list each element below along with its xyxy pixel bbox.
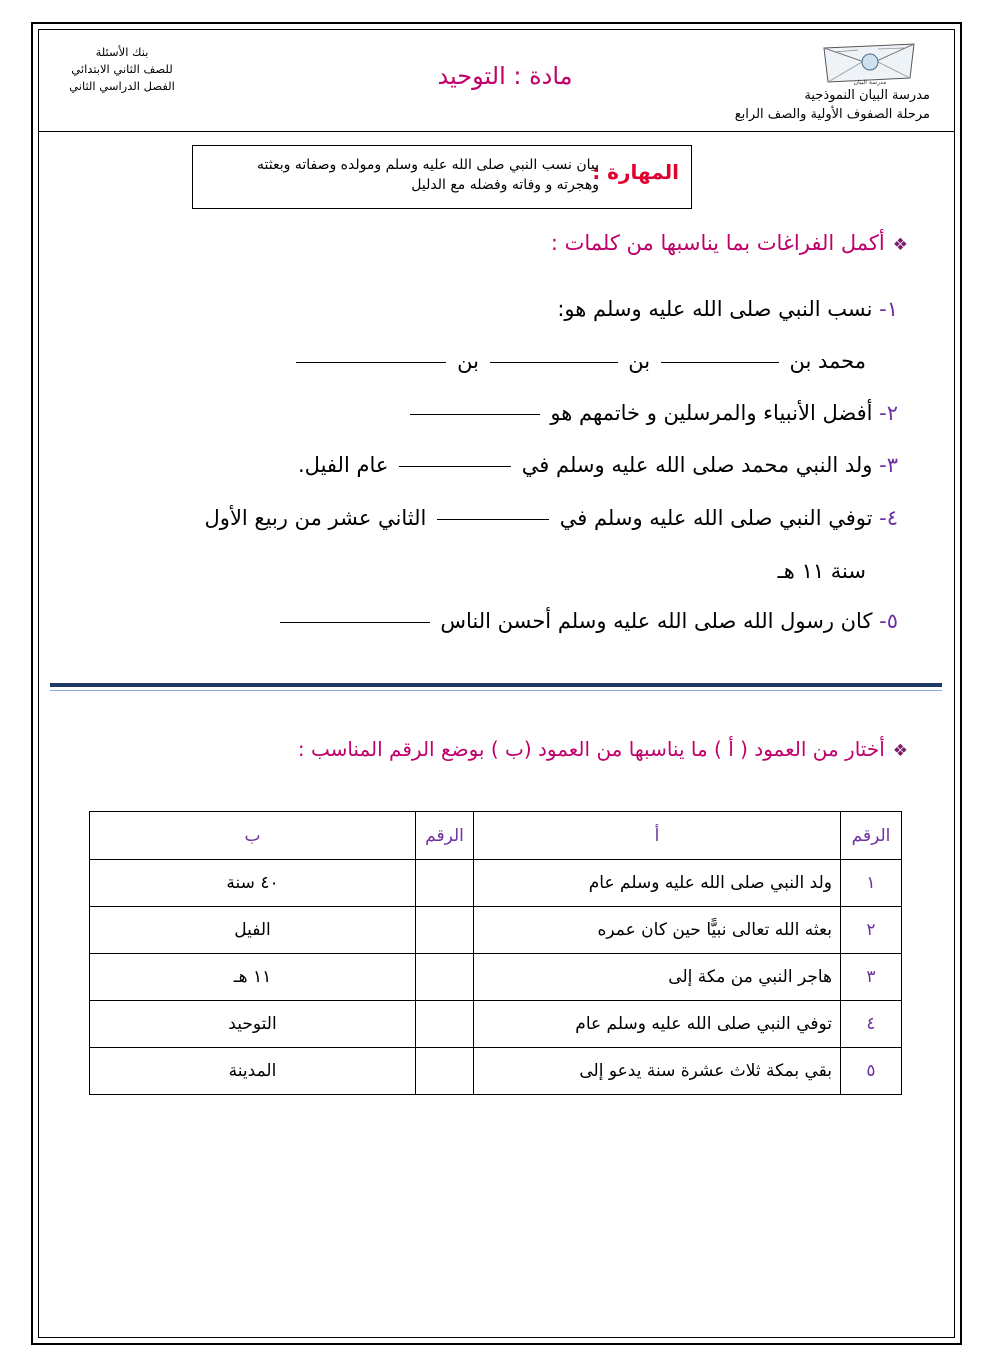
bank-grade: للصف الثاني الابتدائي <box>71 62 173 76</box>
row-number: ٤ <box>841 1001 902 1048</box>
section2-heading <box>58 737 908 761</box>
table-row <box>90 860 902 907</box>
column-b-cell: المدينة <box>90 1048 416 1095</box>
item-text: سنة ١١ هـ <box>777 559 866 583</box>
column-a-cell: بقي بمكة ثلاث عشرة سنة يدعو إلى <box>474 1048 841 1095</box>
column-a-cell: توفي النبي صلى الله عليه وسلم عام <box>474 1001 841 1048</box>
item-number: ٣- <box>879 453 898 477</box>
answer-blank[interactable] <box>410 413 540 415</box>
list-item <box>78 294 898 324</box>
list-item <box>78 398 898 428</box>
skill-text <box>199 155 599 195</box>
answer-number-cell[interactable] <box>416 907 474 954</box>
item-text: بن <box>457 349 479 373</box>
question-bank-info <box>52 44 192 95</box>
answer-blank[interactable] <box>661 361 779 363</box>
answer-number-cell[interactable] <box>416 860 474 907</box>
school-name-block <box>670 86 930 124</box>
column-header: الرقم <box>416 812 474 860</box>
answer-number-cell[interactable] <box>416 954 474 1001</box>
answer-blank[interactable] <box>490 361 618 363</box>
item-text: نسب النبي صلى الله عليه وسلم هو: <box>557 297 873 321</box>
answer-number-cell[interactable] <box>416 1001 474 1048</box>
table-row <box>90 1001 902 1048</box>
item-text: أفضل الأنبياء والمرسلين و خاتمهم هو <box>550 401 873 425</box>
item-text: الثاني عشر من ربيع الأول <box>204 506 427 530</box>
answer-blank[interactable] <box>399 465 511 467</box>
column-b-cell: ٤٠ سنة <box>90 860 416 907</box>
school-name: مدرسة البيان النموذجية <box>804 88 930 103</box>
column-b-cell: التوحيد <box>90 1001 416 1048</box>
list-item <box>78 450 898 480</box>
column-a-cell: ولد النبي صلى الله عليه وسلم عام <box>474 860 841 907</box>
item-text: بن <box>628 349 651 373</box>
item-text: ولد النبي محمد صلى الله عليه وسلم في <box>521 453 873 477</box>
column-a-cell: هاجر النبي من مكة إلى <box>474 954 841 1001</box>
item-number: ٢- <box>879 401 898 425</box>
item-number: ١- <box>879 297 898 321</box>
header-separator <box>38 131 955 132</box>
skill-text-line: وهجرته و وفاته وفضله مع الدليل <box>411 177 599 193</box>
table-row <box>90 1048 902 1095</box>
row-number: ٢ <box>841 907 902 954</box>
column-header: ب <box>90 812 416 860</box>
skill-label: المهارة : <box>592 160 679 184</box>
column-header: أ <box>474 812 841 860</box>
row-number: ٣ <box>841 954 902 1001</box>
item-text: توفي النبي صلى الله عليه وسلم في <box>559 506 873 530</box>
table-header-row <box>90 812 902 860</box>
answer-blank[interactable] <box>280 621 430 623</box>
column-b-cell: الفيل <box>90 907 416 954</box>
svg-text:مدرسة البيان: مدرسة البيان <box>853 79 887 86</box>
item-text: كان رسول الله صلى الله عليه وسلم أحسن الناس <box>440 609 873 633</box>
column-b-cell: ١١ هـ <box>90 954 416 1001</box>
section-divider <box>50 690 942 691</box>
item-text: محمد بن <box>789 349 866 373</box>
skill-box <box>192 145 692 209</box>
table-row <box>90 907 902 954</box>
section-divider <box>50 683 942 687</box>
section1-heading <box>108 231 908 255</box>
school-logo-icon <box>818 38 922 86</box>
column-header: الرقم <box>841 812 902 860</box>
list-item <box>66 346 866 376</box>
page-title: مادة : التوحيد <box>437 62 573 90</box>
column-a-cell: بعثه الله تعالى نبيًّا حين كان عمره <box>474 907 841 954</box>
matching-table <box>89 811 902 1095</box>
answer-blank[interactable] <box>296 361 446 363</box>
item-number: ٤- <box>879 506 898 530</box>
bank-title: بنك الأسئلة <box>95 45 149 59</box>
skill-text-line: بيان نسب النبي صلى الله عليه وسلم ومولده وصفاته وبعثته <box>257 157 599 173</box>
list-item <box>78 503 898 533</box>
school-stage: مرحلة الصفوف الأولية والصف الرابع <box>734 107 930 122</box>
row-number: ٥ <box>841 1048 902 1095</box>
list-item <box>66 556 866 586</box>
row-number: ١ <box>841 860 902 907</box>
answer-number-cell[interactable] <box>416 1048 474 1095</box>
item-number: ٥- <box>879 609 898 633</box>
answer-blank[interactable] <box>437 518 549 520</box>
diamond-bullet-icon: ❖ <box>892 235 908 255</box>
list-item <box>78 606 898 636</box>
section2-heading-text: أختار من العمود ( أ ) ما يناسبها من العمود (ب ) بوضع الرقم المناسب : <box>297 737 885 761</box>
bank-term: الفصل الدراسي الثاني <box>69 79 175 93</box>
table-row <box>90 954 902 1001</box>
section1-heading-text: أكمل الفراغات بما يناسبها من كلمات : <box>550 231 885 255</box>
diamond-bullet-icon: ❖ <box>892 741 908 761</box>
item-text: عام الفيل. <box>298 453 389 477</box>
